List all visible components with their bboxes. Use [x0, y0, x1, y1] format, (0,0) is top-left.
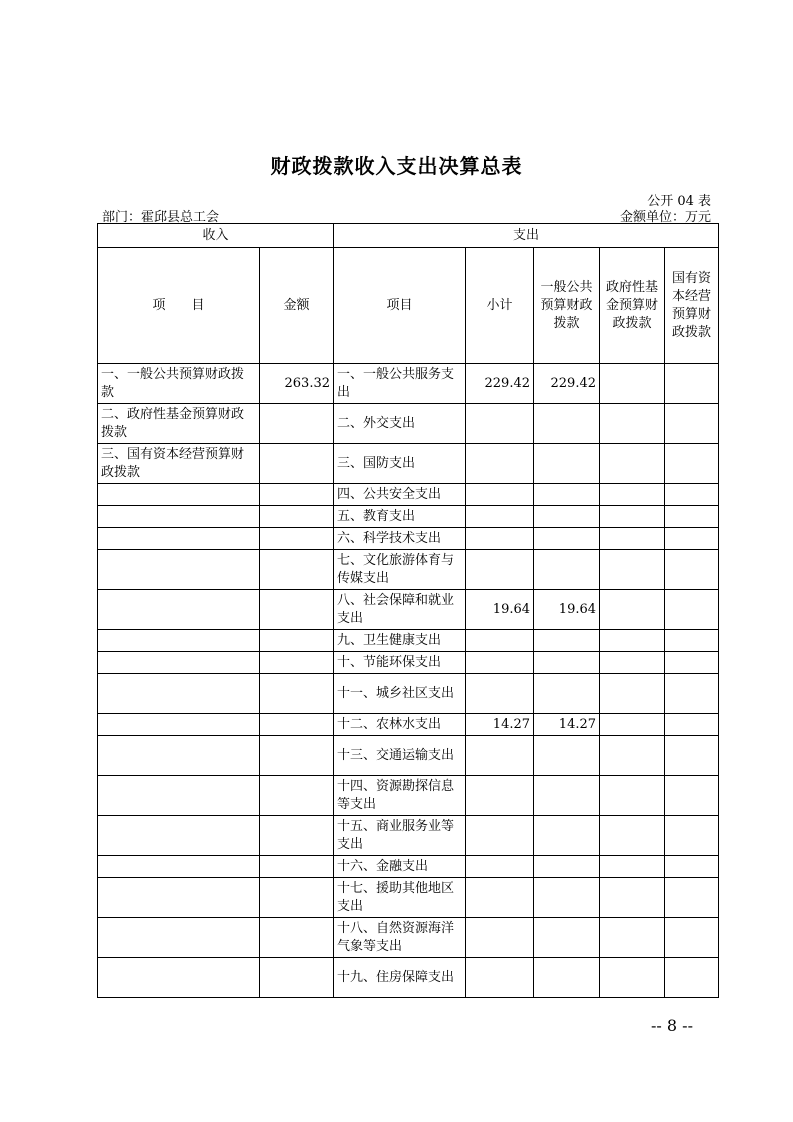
subtotal-header: 小计	[466, 248, 534, 364]
gov-fund-header: 政府性基金预算财政拨款	[600, 248, 665, 364]
subtotal-cell: 229.42	[466, 364, 534, 404]
subtotal-cell	[466, 918, 534, 958]
income-amount-cell	[260, 404, 334, 444]
income-item-cell	[98, 630, 260, 652]
subtotal-cell: 19.64	[466, 590, 534, 630]
expense-item-cell: 一、一般公共服务支出	[334, 364, 466, 404]
gov-fund-cell	[600, 630, 665, 652]
income-item-cell: 二、政府性基金预算财政拨款	[98, 404, 260, 444]
state-capital-cell	[665, 590, 719, 630]
table-row	[98, 444, 719, 484]
state-capital-cell	[665, 444, 719, 484]
state-capital-cell	[665, 528, 719, 550]
page-number: -- 8 --	[651, 1016, 693, 1035]
gov-fund-cell	[600, 506, 665, 528]
income-item-cell	[98, 652, 260, 674]
state-capital-cell	[665, 878, 719, 918]
gov-fund-cell	[600, 484, 665, 506]
expense-item-cell: 三、国防支出	[334, 444, 466, 484]
gov-fund-cell	[600, 550, 665, 590]
general-budget-header: 一般公共预算财政拨款	[534, 248, 600, 364]
table-row	[98, 630, 719, 652]
income-amount-cell	[260, 550, 334, 590]
income-amount-cell	[260, 674, 334, 714]
state-capital-cell	[665, 816, 719, 856]
general-budget-cell	[534, 736, 600, 776]
subtotal-cell	[466, 652, 534, 674]
table-row	[98, 776, 719, 816]
state-capital-cell	[665, 404, 719, 444]
table-row	[98, 484, 719, 506]
general-budget-cell	[534, 550, 600, 590]
state-capital-cell	[665, 958, 719, 998]
gov-fund-cell	[600, 364, 665, 404]
state-capital-cell	[665, 918, 719, 958]
gov-fund-cell	[600, 736, 665, 776]
expense-item-cell: 十六、金融支出	[334, 856, 466, 878]
expense-item-cell: 十八、自然资源海洋气象等支出	[334, 918, 466, 958]
gov-fund-cell	[600, 878, 665, 918]
expense-item-cell: 五、教育支出	[334, 506, 466, 528]
state-capital-cell	[665, 674, 719, 714]
income-item-cell	[98, 528, 260, 550]
table-row	[98, 652, 719, 674]
subtotal-cell	[466, 674, 534, 714]
table-row	[98, 590, 719, 630]
expense-item-cell: 十二、农林水支出	[334, 714, 466, 736]
expense-item-cell: 十四、资源勘探信息等支出	[334, 776, 466, 816]
expense-item-cell: 六、科学技术支出	[334, 528, 466, 550]
state-capital-cell	[665, 776, 719, 816]
gov-fund-cell	[600, 958, 665, 998]
general-budget-cell	[534, 918, 600, 958]
income-item-cell	[98, 816, 260, 856]
subtotal-cell	[466, 630, 534, 652]
income-item-cell	[98, 736, 260, 776]
state-capital-cell	[665, 506, 719, 528]
gov-fund-cell	[600, 714, 665, 736]
subtotal-cell	[466, 528, 534, 550]
income-amount-cell: 263.32	[260, 364, 334, 404]
gov-fund-cell	[600, 652, 665, 674]
income-amount-cell	[260, 714, 334, 736]
table-row	[98, 918, 719, 958]
state-capital-cell	[665, 550, 719, 590]
table-row	[98, 364, 719, 404]
income-item-cell: 一、一般公共预算财政拨款	[98, 364, 260, 404]
general-budget-cell	[534, 674, 600, 714]
expense-item-cell: 二、外交支出	[334, 404, 466, 444]
subtotal-cell	[466, 878, 534, 918]
general-budget-cell: 14.27	[534, 714, 600, 736]
general-budget-cell	[534, 506, 600, 528]
general-budget-cell	[534, 816, 600, 856]
general-budget-cell	[534, 958, 600, 998]
expense-item-cell: 十五、商业服务业等支出	[334, 816, 466, 856]
income-item-cell	[98, 590, 260, 630]
income-amount-cell	[260, 528, 334, 550]
income-item-cell	[98, 484, 260, 506]
general-budget-cell	[534, 484, 600, 506]
expense-item-cell: 十一、城乡社区支出	[334, 674, 466, 714]
income-amount-cell	[260, 856, 334, 878]
expense-item-cell: 十、节能环保支出	[334, 652, 466, 674]
table-row	[98, 878, 719, 918]
income-amount-cell	[260, 590, 334, 630]
table-row	[98, 528, 719, 550]
state-capital-cell	[665, 714, 719, 736]
state-capital-header: 国有资本经营预算财政拨款	[665, 248, 719, 364]
table-row	[98, 404, 719, 444]
income-amount-cell	[260, 878, 334, 918]
subtotal-cell	[466, 736, 534, 776]
income-item-cell	[98, 776, 260, 816]
table-row	[98, 856, 719, 878]
income-item-cell	[98, 674, 260, 714]
expense-header: 支出	[334, 224, 719, 248]
income-header: 收入	[98, 224, 334, 248]
income-amount-cell	[260, 506, 334, 528]
subtotal-cell	[466, 444, 534, 484]
subtotal-cell	[466, 484, 534, 506]
form-number: 公开 04 表	[647, 194, 711, 209]
gov-fund-cell	[600, 590, 665, 630]
expense-item-cell: 十三、交通运输支出	[334, 736, 466, 776]
subtotal-cell	[466, 856, 534, 878]
gov-fund-cell	[600, 674, 665, 714]
income-item-cell	[98, 958, 260, 998]
budget-table	[97, 223, 719, 998]
income-item-cell	[98, 550, 260, 590]
general-budget-cell: 19.64	[534, 590, 600, 630]
expense-item-cell: 十九、住房保障支出	[334, 958, 466, 998]
general-budget-cell	[534, 856, 600, 878]
page-title: 财政拨款收入支出决算总表	[270, 154, 523, 178]
subtotal-cell: 14.27	[466, 714, 534, 736]
income-amount-cell	[260, 652, 334, 674]
income-amount-cell	[260, 484, 334, 506]
income-amount-cell	[260, 736, 334, 776]
gov-fund-cell	[600, 816, 665, 856]
income-item-cell	[98, 918, 260, 958]
subtotal-cell	[466, 506, 534, 528]
gov-fund-cell	[600, 856, 665, 878]
table-row	[98, 674, 719, 714]
gov-fund-cell	[600, 404, 665, 444]
general-budget-cell	[534, 776, 600, 816]
expense-item-cell: 八、社会保障和就业支出	[334, 590, 466, 630]
table-row	[98, 816, 719, 856]
department-label: 部门：霍邱县总工会	[102, 210, 220, 225]
gov-fund-cell	[600, 776, 665, 816]
income-amount-cell	[260, 958, 334, 998]
table-row	[98, 550, 719, 590]
general-budget-cell	[534, 444, 600, 484]
general-budget-cell	[534, 630, 600, 652]
general-budget-cell	[534, 652, 600, 674]
table-row	[98, 506, 719, 528]
table-row	[98, 714, 719, 736]
income-item-cell	[98, 856, 260, 878]
subtotal-cell	[466, 550, 534, 590]
general-budget-cell	[534, 528, 600, 550]
state-capital-cell	[665, 630, 719, 652]
expense-item-cell: 十七、援助其他地区支出	[334, 878, 466, 918]
state-capital-cell	[665, 856, 719, 878]
income-amount-cell	[260, 918, 334, 958]
general-budget-cell	[534, 404, 600, 444]
income-amount-header: 金额	[260, 248, 334, 364]
subtotal-cell	[466, 776, 534, 816]
unit-label: 金额单位：万元	[619, 210, 711, 225]
income-amount-cell	[260, 444, 334, 484]
income-amount-cell	[260, 776, 334, 816]
table-row	[98, 958, 719, 998]
income-item-cell: 三、国有资本经营预算财政拨款	[98, 444, 260, 484]
gov-fund-cell	[600, 444, 665, 484]
expense-item-cell: 九、卫生健康支出	[334, 630, 466, 652]
income-item-cell	[98, 506, 260, 528]
income-amount-cell	[260, 816, 334, 856]
income-item-cell	[98, 714, 260, 736]
general-budget-cell	[534, 878, 600, 918]
state-capital-cell	[665, 652, 719, 674]
income-item-header: 项 目	[98, 248, 260, 364]
expense-item-cell: 七、文化旅游体育与传媒支出	[334, 550, 466, 590]
state-capital-cell	[665, 484, 719, 506]
state-capital-cell	[665, 364, 719, 404]
expense-item-header: 项目	[334, 248, 466, 364]
income-amount-cell	[260, 630, 334, 652]
subtotal-cell	[466, 816, 534, 856]
state-capital-cell	[665, 736, 719, 776]
table-row	[98, 736, 719, 776]
expense-item-cell: 四、公共安全支出	[334, 484, 466, 506]
subtotal-cell	[466, 958, 534, 998]
gov-fund-cell	[600, 918, 665, 958]
subtotal-cell	[466, 404, 534, 444]
gov-fund-cell	[600, 528, 665, 550]
general-budget-cell: 229.42	[534, 364, 600, 404]
income-item-cell	[98, 878, 260, 918]
